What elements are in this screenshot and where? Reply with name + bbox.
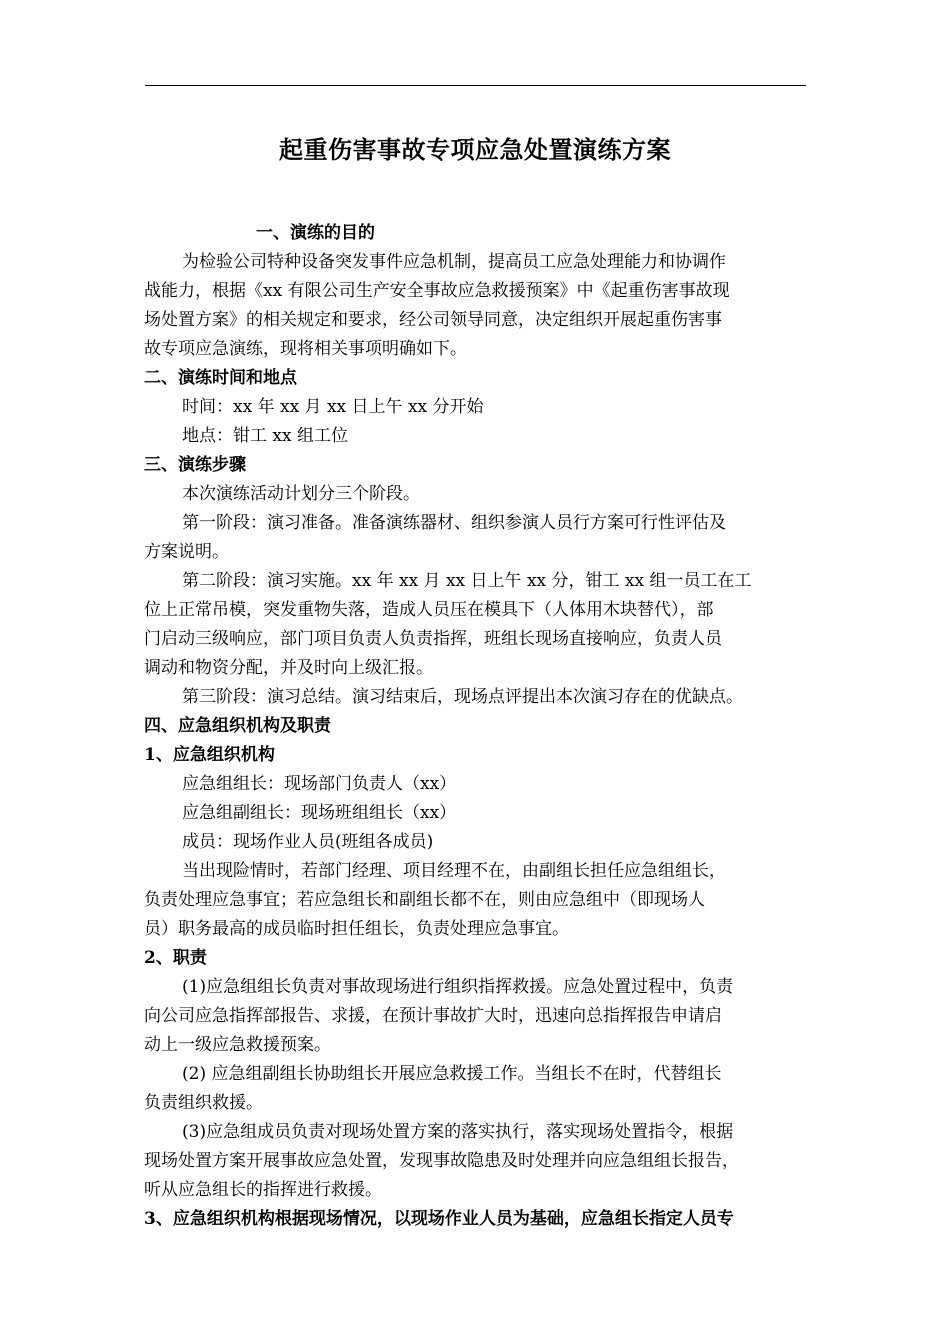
paragraph-line: (1)应急组组长负责对事故现场进行组织指挥救援。应急处置过程中，负责: [182, 977, 734, 997]
section-heading: 2、职责: [144, 948, 207, 968]
paragraph-line: 战能力，根据《xx 有限公司生产安全事故应急救援预案》中《起重伤害事故现: [144, 281, 730, 301]
section-heading: 一、演练的目的: [256, 223, 375, 243]
paragraph-line: 地点：钳工 xx 组工位: [182, 426, 348, 446]
paragraph-line: 应急组副组长：现场班组组长（xx）: [182, 803, 457, 823]
paragraph-line: 方案说明。: [144, 542, 229, 562]
paragraph-line: 应急组组长：现场部门负责人（xx）: [182, 774, 457, 794]
paragraph-line: 现场处置方案开展事故应急处置，发现事故隐患及时处理并向应急组组长报告，: [144, 1151, 739, 1171]
paragraph-line: 动上一级应急救援预案。: [144, 1035, 331, 1055]
paragraph-line: 本次演练活动计划分三个阶段。: [182, 484, 420, 504]
paragraph-line: 第一阶段：演习准备。准备演练器材、组织参演人员行方案可行性评估及: [182, 513, 726, 533]
paragraph-line: 负责组织救援。: [144, 1093, 263, 1113]
section-heading: 二、演练时间和地点: [144, 368, 297, 388]
paragraph-line: 当出现险情时，若部门经理、项目经理不在，由副组长担任应急组组长，: [182, 861, 726, 881]
paragraph-line: (2) 应急组副组长协助组长开展应急救援工作。当组长不在时，代替组长: [182, 1064, 722, 1084]
paragraph-line: 第二阶段：演习实施。xx 年 xx 月 xx 日上午 xx 分，钳工 xx 组一员工在工: [182, 571, 752, 591]
section-heading: 四、应急组织机构及职责: [144, 716, 331, 736]
paragraph-line: 场处置方案》的相关规定和要求，经公司领导同意，决定组织开展起重伤害事: [144, 310, 722, 330]
paragraph-line: 员）职务最高的成员临时担任组长，负责处理应急事宜。: [144, 919, 569, 939]
paragraph-line: 为检验公司特种设备突发事件应急机制，提高员工应急处理能力和协调作: [182, 252, 726, 272]
paragraph-line: 成员：现场作业人员(班组各成员): [182, 832, 434, 852]
paragraph-line: 故专项应急演练，现将相关事项明确如下。: [144, 339, 467, 359]
paragraph-line: 向公司应急指挥部报告、求援，在预计事故扩大时，迅速向总指挥报告申请启: [144, 1006, 722, 1026]
section-heading: 三、演练步骤: [144, 455, 246, 475]
document-body: [144, 219, 812, 1234]
header-rule: [145, 85, 806, 86]
section-heading: 1、应急组织机构: [144, 745, 275, 765]
paragraph-line: 门启动三级响应，部门项目负责人负责指挥，班组长现场直接响应，负责人员: [144, 629, 722, 649]
paragraph-line: 位上正常吊模，突发重物失落，造成人员压在模具下（人体用木块替代），部: [144, 600, 714, 620]
paragraph-line: 第三阶段：演习总结。演习结束后，现场点评提出本次演习存在的优缺点。: [182, 687, 743, 707]
paragraph-line: (3)应急组成员负责对现场处置方案的落实执行，落实现场处置指令，根据: [182, 1122, 734, 1142]
document-title: 起重伤害事故专项应急处置演练方案: [279, 135, 671, 164]
paragraph-line: 负责处理应急事宜；若应急组长和副组长都不在，则由应急组中（即现场人: [144, 890, 705, 910]
section-heading: 3、应急组织机构根据现场情况，以现场作业人员为基础，应急组长指定人员专: [144, 1209, 734, 1229]
paragraph-line: 时间：xx 年 xx 月 xx 日上午 xx 分开始: [182, 397, 484, 417]
paragraph-line: 调动和物资分配，并及时向上级汇报。: [144, 658, 433, 678]
paragraph-line: 听从应急组长的指挥进行救援。: [144, 1180, 382, 1200]
